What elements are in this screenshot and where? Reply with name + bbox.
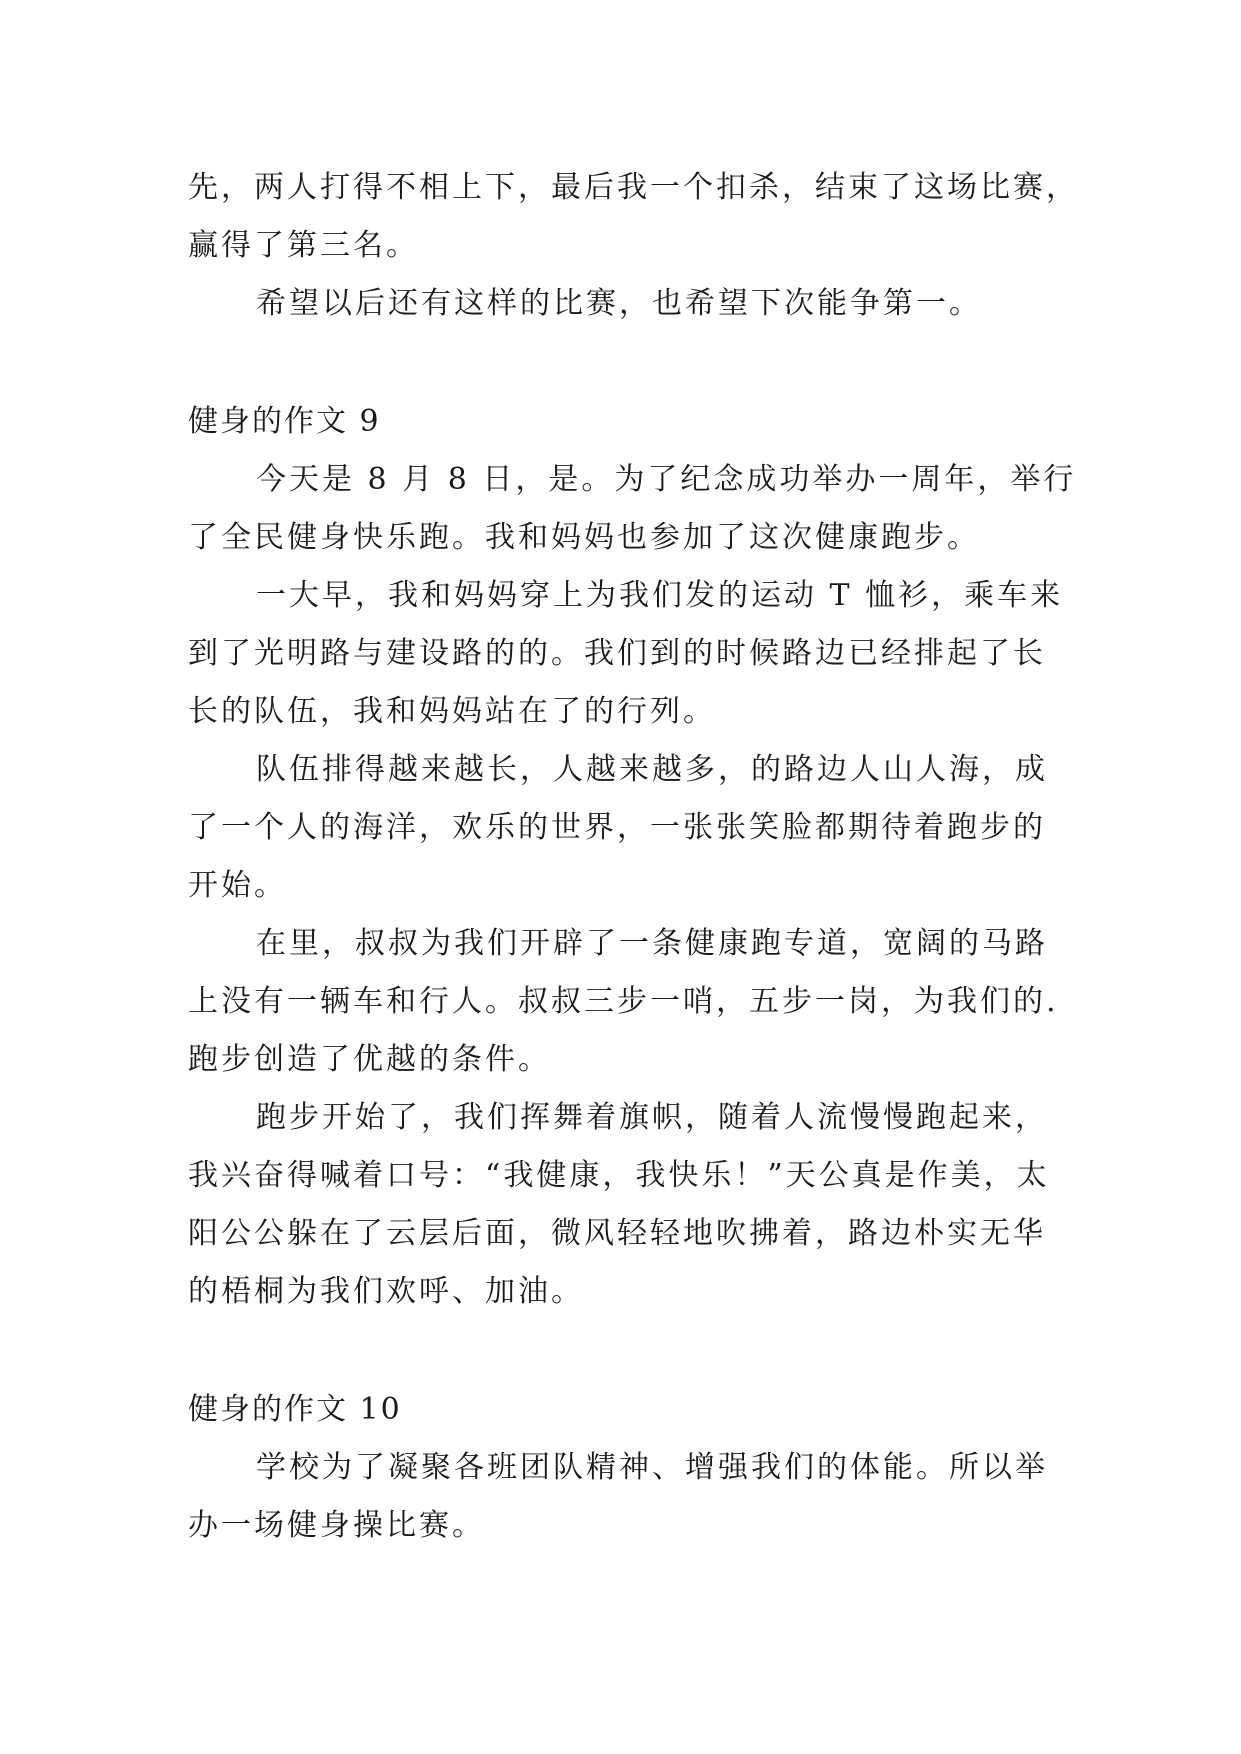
paragraph-line: 学校为了凝聚各班团队精神、增强我们的体能。所以举 — [256, 1450, 1048, 1485]
paragraph-line: 了一个人的海洋，欢乐的世界，一张张笑脸都期待着跑步的 — [188, 810, 1046, 845]
paragraph-line: 长的队伍，我和妈妈站在了的行列。 — [188, 694, 716, 729]
paragraph-line: 办一场健身操比赛。 — [188, 1508, 485, 1543]
paragraph-line: 先，两人打得不相上下，最后我一个扣杀，结束了这场比赛， — [188, 170, 1079, 205]
paragraph-line: 上没有一辆车和行人。叔叔三步一哨，五步一岗，为我们的. — [188, 984, 1059, 1019]
paragraph-line: 一大早，我和妈妈穿上为我们发的运动 T 恤衫，乘车来 — [256, 578, 1064, 613]
paragraph-line: 开始。 — [188, 868, 287, 903]
paragraph-line: 我兴奋得喊着口号：“我健康，我快乐！”天公真是作美，太 — [188, 1158, 1050, 1193]
paragraph-line: 队伍排得越来越长，人越来越多，的路边人山人海，成 — [256, 752, 1048, 787]
paragraph-line: 跑步创造了优越的条件。 — [188, 1042, 551, 1077]
paragraph-line: 赢得了第三名。 — [188, 228, 419, 263]
paragraph-line: 希望以后还有这样的比赛，也希望下次能争第一。 — [256, 286, 982, 321]
paragraph-line: 到了光明路与建设路的的。我们到的时候路边已经排起了长 — [188, 636, 1046, 671]
paragraph-line: 跑步开始了，我们挥舞着旗帜，随着人流慢慢跑起来， — [256, 1100, 1048, 1135]
section-heading: 健身的作文 9 — [188, 404, 381, 439]
paragraph-line: 了全民健身快乐跑。我和妈妈也参加了这次健康跑步。 — [188, 520, 980, 555]
paragraph-line: 今天是 8 月 8 日，是。为了纪念成功举办一周年，举行 — [256, 462, 1077, 497]
paragraph-line: 阳公公躲在了云层后面，微风轻轻地吹拂着，路边朴实无华 — [188, 1216, 1046, 1251]
paragraph-line: 的梧桐为我们欢呼、加油。 — [188, 1274, 584, 1309]
paragraph-line: 在里，叔叔为我们开辟了一条健康跑专道，宽阔的马路 — [256, 926, 1048, 961]
section-heading: 健身的作文 10 — [188, 1392, 402, 1427]
